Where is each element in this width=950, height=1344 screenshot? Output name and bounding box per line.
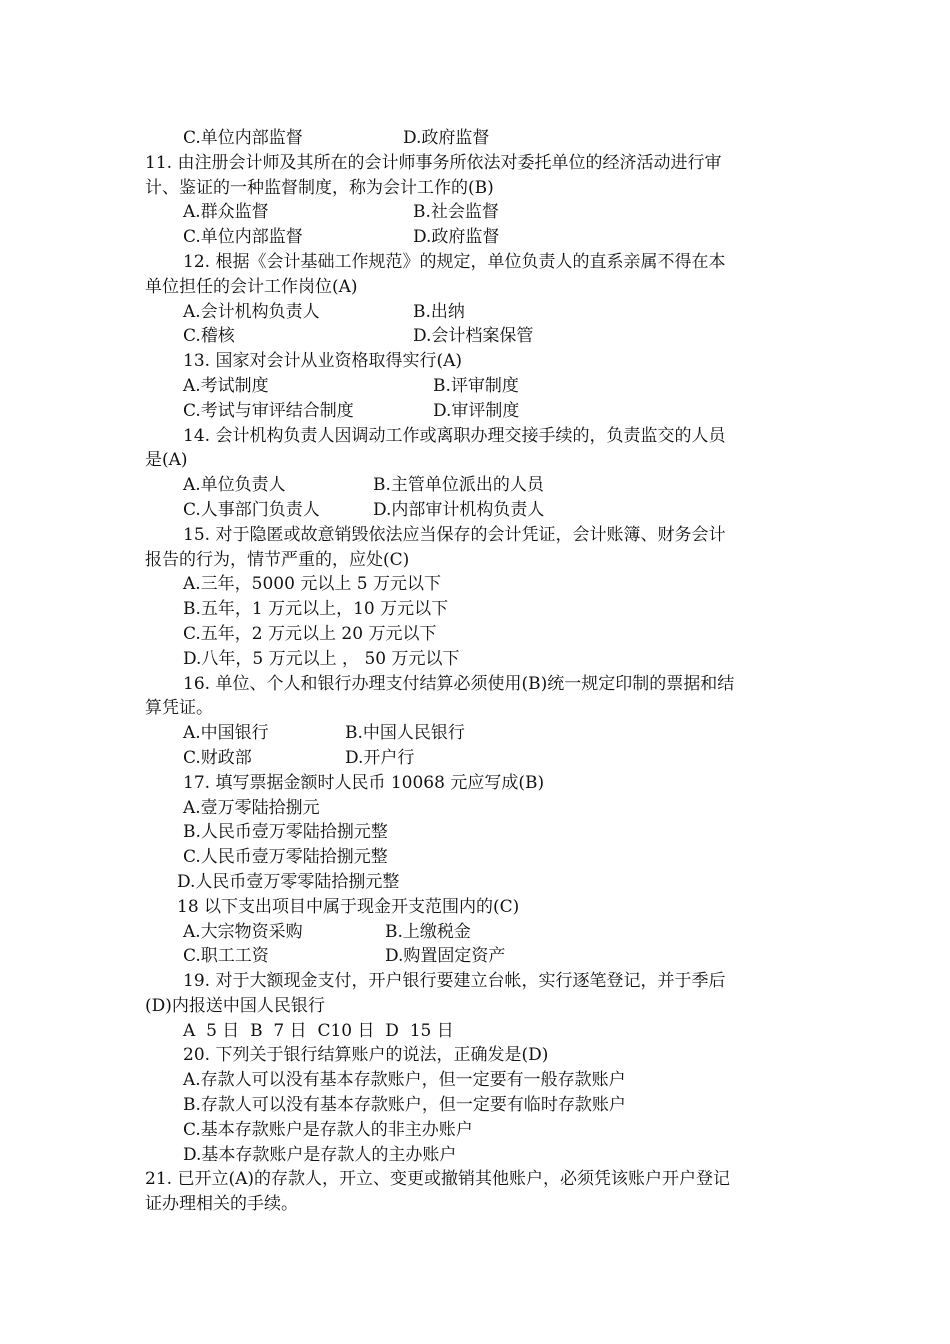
option-a: A.群众监督 <box>183 202 269 223</box>
option-row <box>145 200 810 225</box>
question-11-line-1: 11. 由注册会计师及其所在的会计师事务所依法对委托单位的经济活动进行审 <box>145 152 722 173</box>
option-b: B.社会监督 <box>413 202 499 223</box>
option-c: C.五年，2 万元以上 20 万元以下 <box>183 623 437 644</box>
option-c: C.单位内部监督 <box>183 227 303 248</box>
option-a: A.单位负责人 <box>183 475 286 496</box>
option-b: B.主管单位派出的人员 <box>373 475 544 496</box>
option-c: C.财政部 <box>183 747 252 768</box>
option-d: D.内部审计机构负责人 <box>373 499 545 520</box>
question-12-line-2: 单位担任的会计工作岗位(A) <box>145 276 358 297</box>
question-14-line-1: 14. 会计机构负责人因调动工作或离职办理交接手续的，负责监交的人员 <box>183 425 726 446</box>
option-c: C.单位内部监督 <box>183 128 303 148</box>
option-row <box>145 399 810 424</box>
option-b: B.人民币壹万零陆拾捌元整 <box>183 822 388 843</box>
option-c: C.人民币壹万零陆拾捌元整 <box>183 847 388 868</box>
option-d: D.开户行 <box>345 747 415 768</box>
option-a: A.会计机构负责人 <box>183 301 320 322</box>
option-row <box>145 746 810 771</box>
option-row <box>145 126 810 151</box>
option-d: D.审评制度 <box>433 400 520 421</box>
question-17: 17. 填写票据金额时人民币 10068 元应写成(B) <box>183 772 545 793</box>
option-c: C.人事部门负责人 <box>183 499 320 520</box>
question-21-line-2: 证办理相关的手续。 <box>145 1194 298 1215</box>
question-19-line-1: 19. 对于大额现金支付，开户银行要建立台帐，实行逐笔登记，并于季后 <box>183 971 726 992</box>
option-row <box>145 324 810 349</box>
option-c: C.稽核 <box>183 326 235 347</box>
question-19-options: A 5 日 B 7 日 C10 日 D 15 日 <box>183 1020 454 1041</box>
option-b: B.出纳 <box>413 301 465 322</box>
option-b: B.评审制度 <box>433 375 519 396</box>
option-row <box>145 920 810 945</box>
question-13: 13. 国家对会计从业资格取得实行(A) <box>183 351 462 372</box>
option-a: A.中国银行 <box>183 723 269 744</box>
question-20: 20. 下列关于银行结算账户的说法，正确发是(D) <box>183 1045 549 1066</box>
question-11-line-2: 计、鉴证的一种监督制度，称为会计工作的(B) <box>145 177 494 198</box>
question-18: 18 以下支出项目中属于现金开支范围内的(C) <box>177 896 520 917</box>
option-d: D.人民币壹万零零陆拾捌元整 <box>177 871 400 892</box>
option-b: B.中国人民银行 <box>345 723 465 744</box>
question-16-line-2: 算凭证。 <box>145 698 213 719</box>
option-c: C.基本存款账户是存款人的非主办账户 <box>183 1119 473 1140</box>
question-12-line-1: 12. 根据《会计基础工作规范》的规定，单位负责人的直系亲属不得在本 <box>183 251 726 272</box>
option-c: C.职工工资 <box>183 946 269 967</box>
option-a: A.大宗物资采购 <box>183 921 303 942</box>
question-14-line-2: 是(A) <box>145 450 188 471</box>
option-b: B.存款人可以没有基本存款账户，但一定要有临时存款账户 <box>183 1095 626 1116</box>
document-content <box>145 126 810 1217</box>
question-16-line-1: 16. 单位、个人和银行办理支付结算必须使用(B)统一规定印制的票据和结 <box>183 673 735 694</box>
option-a: A.存款人可以没有基本存款账户，但一定要有一般存款账户 <box>183 1070 626 1091</box>
option-d: D.会计档案保管 <box>413 326 534 347</box>
option-row <box>145 721 810 746</box>
option-row <box>145 944 810 969</box>
option-b: B.上缴税金 <box>385 921 471 942</box>
option-row <box>145 498 810 523</box>
option-row <box>145 473 810 498</box>
question-15-line-1: 15. 对于隐匿或故意销毁依法应当保存的会计凭证，会计账簿、财务会计 <box>183 524 726 545</box>
option-row <box>145 374 810 399</box>
option-a: A.考试制度 <box>183 375 269 396</box>
option-b: B.五年，1 万元以上，10 万元以下 <box>183 599 449 620</box>
option-row <box>145 225 810 250</box>
option-a: A.壹万零陆拾捌元 <box>183 797 320 818</box>
question-19-line-2: (D)内报送中国人民银行 <box>145 995 325 1016</box>
option-d: D.购置固定资产 <box>385 946 506 967</box>
option-d: D.政府监督 <box>403 128 490 148</box>
option-d: D.基本存款账户是存款人的主办账户 <box>183 1144 457 1165</box>
option-d: D.八年，5 万元以上 ， 50 万元以下 <box>183 648 460 669</box>
option-d: D.政府监督 <box>413 227 500 248</box>
question-21-line-1: 21. 已开立(A)的存款人，开立、变更或撤销其他账户，必须凭该账户开户登记 <box>145 1169 730 1190</box>
option-a: A.三年，5000 元以上 5 万元以下 <box>183 574 441 595</box>
question-15-line-2: 报告的行为，情节严重的，应处(C) <box>145 549 410 570</box>
option-c: C.考试与审评结合制度 <box>183 400 354 421</box>
option-row <box>145 300 810 325</box>
